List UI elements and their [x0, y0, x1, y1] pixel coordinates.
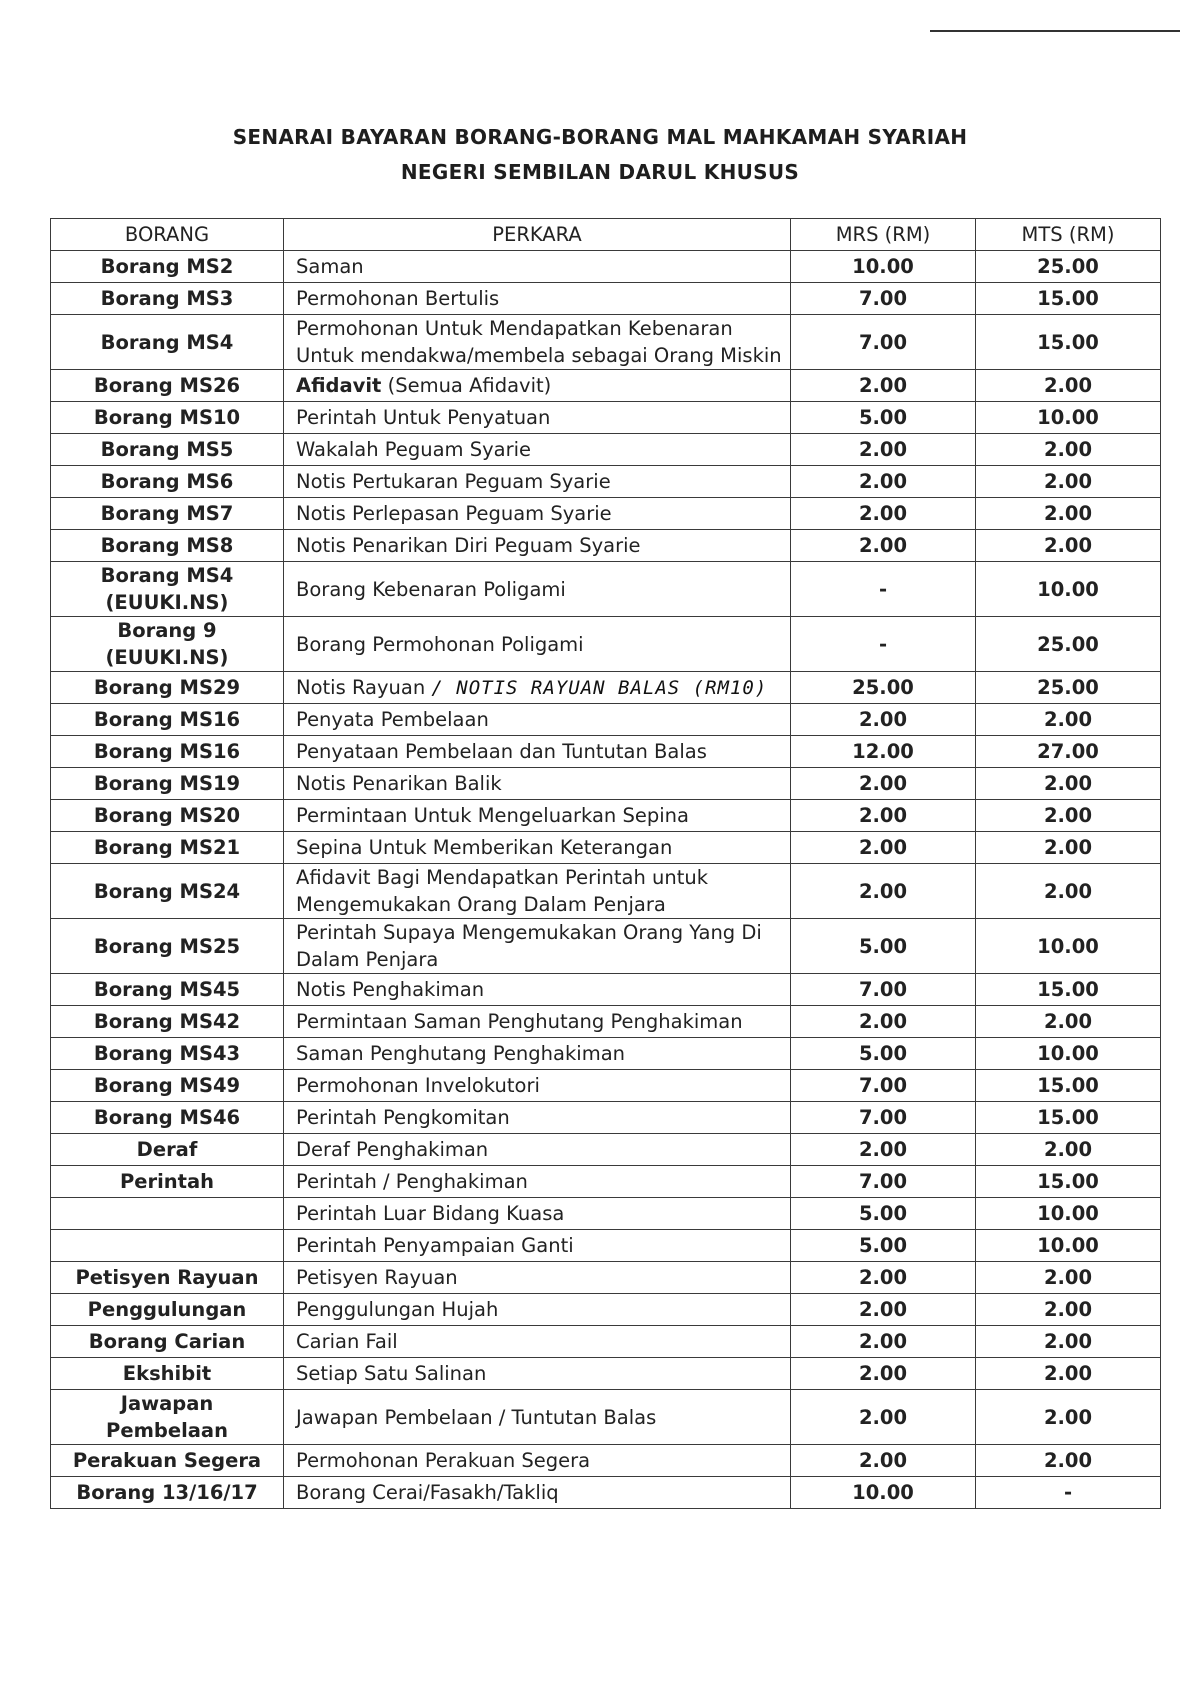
perkara-cell — [284, 1445, 791, 1477]
table-row — [51, 498, 1161, 530]
perkara-text: Wakalah Peguam Syarie — [296, 438, 532, 461]
perkara-cell — [284, 832, 791, 864]
table-row — [51, 1038, 1161, 1070]
perkara-cell — [284, 1262, 791, 1294]
table-row — [51, 530, 1161, 562]
mts-cell: 10.00 — [976, 1230, 1161, 1262]
perkara-cell — [284, 864, 791, 919]
borang-cell — [51, 1198, 284, 1230]
mts-cell: 25.00 — [976, 251, 1161, 283]
borang-cell: Borang 9 (EUUKI.NS) — [51, 617, 284, 672]
perkara-cell — [284, 1070, 791, 1102]
perkara-text: Notis Rayuan — [296, 675, 426, 699]
perkara-cell — [284, 251, 791, 283]
perkara-cell — [284, 402, 791, 434]
perkara-text: Penggulungan Hujah — [296, 1298, 499, 1321]
borang-cell: Borang MS6 — [51, 466, 284, 498]
mts-cell: 15.00 — [976, 315, 1161, 370]
table-row — [51, 1262, 1161, 1294]
mts-cell: - — [976, 1477, 1161, 1509]
mrs-cell: - — [791, 562, 976, 617]
perkara-cell — [284, 974, 791, 1006]
perkara-cell — [284, 530, 791, 562]
perkara-cell — [284, 283, 791, 315]
table-row — [51, 864, 1161, 919]
mts-cell: 2.00 — [976, 498, 1161, 530]
mts-cell: 15.00 — [976, 283, 1161, 315]
borang-cell: Borang MS3 — [51, 283, 284, 315]
mts-cell: 10.00 — [976, 562, 1161, 617]
perkara-cell — [284, 919, 791, 974]
borang-cell: Borang MS7 — [51, 498, 284, 530]
perkara-text: Permintaan Untuk Mengeluarkan Sepina — [296, 804, 689, 827]
mrs-cell: 12.00 — [791, 736, 976, 768]
perkara-cell — [284, 498, 791, 530]
perkara-text: Setiap Satu Salinan — [296, 1362, 487, 1385]
header-mrs: MRS (RM) — [791, 219, 976, 251]
borang-cell: Ekshibit — [51, 1358, 284, 1390]
mrs-cell: 2.00 — [791, 1358, 976, 1390]
perkara-text: Perintah Untuk Penyatuan — [296, 406, 551, 429]
mts-cell: 2.00 — [976, 1134, 1161, 1166]
perkara-text: Permohonan Perakuan Segera — [296, 1449, 591, 1472]
borang-cell: Borang MS10 — [51, 402, 284, 434]
mts-cell: 2.00 — [976, 1326, 1161, 1358]
mrs-cell: 2.00 — [791, 1294, 976, 1326]
perkara-cell — [284, 1006, 791, 1038]
borang-cell: Deraf — [51, 1134, 284, 1166]
mrs-cell: 2.00 — [791, 466, 976, 498]
perkara-text: Carian Fail — [296, 1330, 398, 1353]
borang-cell: Borang 13/16/17 — [51, 1477, 284, 1509]
mts-cell: 25.00 — [976, 672, 1161, 704]
mts-cell: 2.00 — [976, 704, 1161, 736]
mrs-cell: 2.00 — [791, 1006, 976, 1038]
borang-cell: Borang MS8 — [51, 530, 284, 562]
mts-cell: 10.00 — [976, 1198, 1161, 1230]
perkara-cell — [284, 1102, 791, 1134]
perkara-text: Permohonan Invelokutori — [296, 1074, 540, 1097]
perkara-text: Permintaan Saman Penghutang Penghakiman — [296, 1010, 743, 1033]
mrs-cell: 5.00 — [791, 1198, 976, 1230]
mts-cell: 2.00 — [976, 1294, 1161, 1326]
mts-cell: 2.00 — [976, 800, 1161, 832]
mrs-cell: 2.00 — [791, 1445, 976, 1477]
perkara-cell — [284, 1166, 791, 1198]
table-row — [51, 1477, 1161, 1509]
fee-table — [50, 218, 1161, 1509]
mrs-cell: 5.00 — [791, 402, 976, 434]
mrs-cell: 7.00 — [791, 1070, 976, 1102]
perkara-cell — [284, 1358, 791, 1390]
perkara-text: Perintah Penyampaian Ganti — [296, 1234, 574, 1257]
borang-cell: Borang MS19 — [51, 768, 284, 800]
perkara-text: Saman — [296, 255, 364, 278]
mts-cell: 2.00 — [976, 864, 1161, 919]
mrs-cell: 2.00 — [791, 864, 976, 919]
document-title-line1: SENARAI BAYARAN BORANG-BORANG MAL MAHKAMAH SYARIAH — [232, 125, 968, 149]
perkara-text: Borang Kebenaran Poligami — [296, 577, 566, 601]
perkara-cell — [284, 1390, 791, 1445]
table-row — [51, 768, 1161, 800]
mts-cell: 27.00 — [976, 736, 1161, 768]
table-row — [51, 283, 1161, 315]
mrs-cell: 2.00 — [791, 370, 976, 402]
table-body — [51, 251, 1161, 1509]
mrs-cell: 2.00 — [791, 434, 976, 466]
perkara-bold-text: Afidavit — [296, 374, 382, 397]
perkara-text: Perintah Pengkomitan — [296, 1106, 510, 1129]
mrs-cell: 2.00 — [791, 832, 976, 864]
perkara-text: (Semua Afidavit) — [381, 374, 552, 397]
perkara-cell — [284, 1198, 791, 1230]
perkara-text: Notis Penarikan Balik — [296, 772, 502, 795]
perkara-cell — [284, 800, 791, 832]
mrs-cell: 2.00 — [791, 1390, 976, 1445]
perkara-cell — [284, 704, 791, 736]
perkara-text: Sepina Untuk Memberikan Keterangan — [296, 836, 673, 859]
table-row — [51, 672, 1161, 704]
table-row — [51, 1070, 1161, 1102]
borang-cell: Penggulungan — [51, 1294, 284, 1326]
table-row — [51, 466, 1161, 498]
mts-cell: 2.00 — [976, 434, 1161, 466]
perkara-cell — [284, 617, 791, 672]
table-row — [51, 1006, 1161, 1038]
mrs-cell: 10.00 — [791, 1477, 976, 1509]
borang-cell: Borang MS16 — [51, 704, 284, 736]
borang-cell: Borang MS5 — [51, 434, 284, 466]
perkara-text: Permohonan Bertulis — [296, 287, 500, 310]
mrs-cell: 7.00 — [791, 283, 976, 315]
document-title-line2: NEGERI SEMBILAN DARUL KHUSUS — [400, 160, 800, 184]
borang-cell: Borang MS45 — [51, 974, 284, 1006]
table-row — [51, 1102, 1161, 1134]
mrs-cell: 2.00 — [791, 1326, 976, 1358]
perkara-cell — [284, 1326, 791, 1358]
perkara-cell — [284, 315, 791, 370]
mts-cell: 10.00 — [976, 402, 1161, 434]
mts-cell: 2.00 — [976, 832, 1161, 864]
table-row — [51, 974, 1161, 1006]
table-row — [51, 617, 1161, 672]
perkara-text: Jawapan Pembelaan / Tuntutan Balas — [296, 1405, 657, 1429]
borang-cell: Borang MS4 (EUUKI.NS) — [51, 562, 284, 617]
mrs-cell: 5.00 — [791, 1230, 976, 1262]
perkara-text: Borang Cerai/Fasakh/Takliq — [296, 1481, 559, 1504]
top-rule — [930, 30, 1180, 32]
mts-cell: 10.00 — [976, 919, 1161, 974]
perkara-cell — [284, 768, 791, 800]
table-row — [51, 1166, 1161, 1198]
borang-cell: Borang MS20 — [51, 800, 284, 832]
mrs-cell: 2.00 — [791, 1134, 976, 1166]
borang-cell: Borang MS4 — [51, 315, 284, 370]
perkara-text: Notis Penarikan Diri Peguam Syarie — [296, 534, 641, 557]
mts-cell: 2.00 — [976, 370, 1161, 402]
table-row — [51, 1230, 1161, 1262]
borang-cell: Borang MS21 — [51, 832, 284, 864]
table-row — [51, 370, 1161, 402]
perkara-cell — [284, 466, 791, 498]
table-header-row — [51, 219, 1161, 251]
borang-cell — [51, 1230, 284, 1262]
table-row — [51, 1134, 1161, 1166]
table-row — [51, 434, 1161, 466]
table-row — [51, 1326, 1161, 1358]
mrs-cell: 2.00 — [791, 530, 976, 562]
perkara-text: Perintah Supaya Mengemukakan Orang Yang Di Dalam Penjara — [296, 921, 762, 971]
header-borang: BORANG — [51, 219, 284, 251]
perkara-cell — [284, 1230, 791, 1262]
mrs-cell: 2.00 — [791, 704, 976, 736]
perkara-cell — [284, 434, 791, 466]
perkara-text: Notis Penghakiman — [296, 978, 485, 1001]
table-row — [51, 1390, 1161, 1445]
mts-cell: 2.00 — [976, 1445, 1161, 1477]
borang-cell: Borang MS16 — [51, 736, 284, 768]
mrs-cell: - — [791, 617, 976, 672]
borang-cell: Borang MS29 — [51, 672, 284, 704]
table-row — [51, 1198, 1161, 1230]
mrs-cell: 10.00 — [791, 251, 976, 283]
perkara-cell — [284, 672, 791, 704]
perkara-cell — [284, 1477, 791, 1509]
perkara-text: Penyata Pembelaan — [296, 708, 489, 731]
table-row — [51, 736, 1161, 768]
table-row — [51, 402, 1161, 434]
header-mts: MTS (RM) — [976, 219, 1161, 251]
mts-cell: 10.00 — [976, 1038, 1161, 1070]
mrs-cell: 5.00 — [791, 1038, 976, 1070]
borang-cell: Borang MS24 — [51, 864, 284, 919]
table-row — [51, 1294, 1161, 1326]
perkara-text: Penyataan Pembelaan dan Tuntutan Balas — [296, 740, 707, 763]
borang-cell: Borang MS49 — [51, 1070, 284, 1102]
borang-cell: Perintah — [51, 1166, 284, 1198]
mrs-cell: 2.00 — [791, 800, 976, 832]
mrs-cell: 25.00 — [791, 672, 976, 704]
table-row — [51, 1358, 1161, 1390]
mts-cell: 15.00 — [976, 1102, 1161, 1134]
borang-cell: Petisyen Rayuan — [51, 1262, 284, 1294]
table-row — [51, 251, 1161, 283]
borang-cell: Jawapan Pembelaan — [51, 1390, 284, 1445]
mrs-cell: 2.00 — [791, 1262, 976, 1294]
mrs-cell: 7.00 — [791, 1102, 976, 1134]
perkara-text: Perintah / Penghakiman — [296, 1170, 528, 1193]
header-perkara: PERKARA — [284, 219, 791, 251]
mts-cell: 2.00 — [976, 768, 1161, 800]
perkara-text: Perintah Luar Bidang Kuasa — [296, 1202, 565, 1225]
table-row — [51, 562, 1161, 617]
mts-cell: 2.00 — [976, 1006, 1161, 1038]
table-row — [51, 315, 1161, 370]
mts-cell: 2.00 — [976, 530, 1161, 562]
table-row — [51, 919, 1161, 974]
mts-cell: 25.00 — [976, 617, 1161, 672]
perkara-text: Petisyen Rayuan — [296, 1266, 458, 1289]
table-row — [51, 704, 1161, 736]
perkara-text: Notis Pertukaran Peguam Syarie — [296, 470, 611, 493]
mrs-cell: 7.00 — [791, 315, 976, 370]
mts-cell: 15.00 — [976, 974, 1161, 1006]
mrs-cell: 7.00 — [791, 1166, 976, 1198]
borang-cell: Borang MS42 — [51, 1006, 284, 1038]
handwritten-annotation: / NOTIS RAYUAN BALAS (RM10) — [431, 676, 768, 699]
perkara-cell — [284, 736, 791, 768]
mts-cell: 2.00 — [976, 1358, 1161, 1390]
table-row — [51, 1445, 1161, 1477]
mts-cell: 2.00 — [976, 1262, 1161, 1294]
perkara-cell — [284, 1134, 791, 1166]
perkara-text: Deraf Penghakiman — [296, 1138, 489, 1161]
borang-cell: Borang Carian — [51, 1326, 284, 1358]
borang-cell: Perakuan Segera — [51, 1445, 284, 1477]
perkara-text: Permohonan Untuk Mendapatkan Kebenaran Untuk mendakwa/membela sebagai Orang Miskin — [296, 317, 782, 367]
mts-cell: 2.00 — [976, 1390, 1161, 1445]
borang-cell: Borang MS26 — [51, 370, 284, 402]
mts-cell: 15.00 — [976, 1166, 1161, 1198]
mts-cell: 15.00 — [976, 1070, 1161, 1102]
table-row — [51, 800, 1161, 832]
mrs-cell: 2.00 — [791, 498, 976, 530]
borang-cell: Borang MS46 — [51, 1102, 284, 1134]
borang-cell: Borang MS2 — [51, 251, 284, 283]
mts-cell: 2.00 — [976, 466, 1161, 498]
borang-cell: Borang MS43 — [51, 1038, 284, 1070]
table-row — [51, 832, 1161, 864]
perkara-text: Saman Penghutang Penghakiman — [296, 1042, 625, 1065]
perkara-text: Borang Permohonan Poligami — [296, 632, 584, 656]
mrs-cell: 2.00 — [791, 768, 976, 800]
perkara-cell — [284, 562, 791, 617]
perkara-cell — [284, 370, 791, 402]
perkara-cell — [284, 1038, 791, 1070]
perkara-text: Notis Perlepasan Peguam Syarie — [296, 502, 612, 525]
perkara-cell — [284, 1294, 791, 1326]
mrs-cell: 7.00 — [791, 974, 976, 1006]
mrs-cell: 5.00 — [791, 919, 976, 974]
borang-cell: Borang MS25 — [51, 919, 284, 974]
perkara-text: Afidavit Bagi Mendapatkan Perintah untuk Mengemukakan Orang Dalam Penjara — [296, 866, 709, 916]
